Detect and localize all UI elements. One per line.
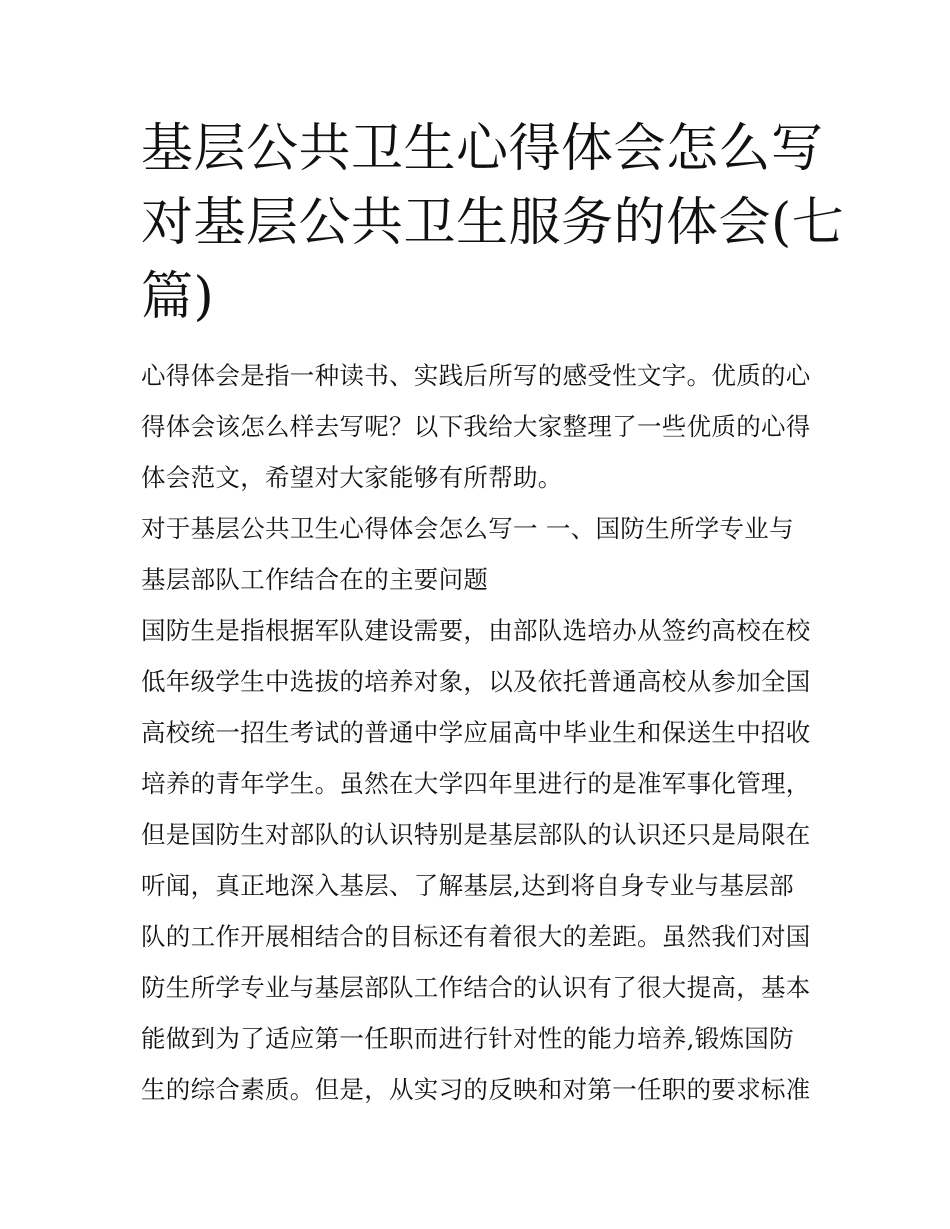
body-line: 得体会该怎么样去写呢？以下我给大家整理了一些优质的心得 <box>141 412 811 441</box>
document-body <box>141 350 811 1115</box>
body-line: 能做到为了适应第一任职而进行针对性的能力培养,锻炼国防 <box>141 1024 794 1053</box>
body-line: 防生所学专业与基层部队工作结合的认识有了很大提高，基本 <box>141 973 811 1002</box>
body-line: 生的综合素质。但是，从实习的反映和对第一任职的要求标准 <box>141 1075 811 1104</box>
title-line: 篇) <box>141 267 215 327</box>
body-line: 培养的青年学生。虽然在大学四年里进行的是准军事化管理， <box>141 769 811 798</box>
title-line: 对基层公共卫生服务的体会(七 <box>141 193 845 253</box>
document-content <box>141 112 845 1115</box>
document-title <box>141 112 845 334</box>
body-line: 国防生是指根据军队建设需要，由部队选培办从签约高校在校 <box>141 616 811 645</box>
body-line: 高校统一招生考试的普通中学应届高中毕业生和保送生中招收 <box>141 718 811 747</box>
body-line: 但是国防生对部队的认识特别是基层部队的认识还只是局限在 <box>141 820 811 849</box>
section-heading-line: 对于基层公共卫生心得体会怎么写一 一、国防生所学专业与 <box>141 514 794 543</box>
title-line: 基层公共卫生心得体会怎么写 <box>141 119 824 179</box>
body-line: 心得体会是指一种读书、实践后所写的感受性文字。优质的心 <box>141 361 811 390</box>
body-line: 体会范文，希望对大家能够有所帮助。 <box>141 463 563 492</box>
body-line: 队的工作开展相结合的目标还有着很大的差距。虽然我们对国 <box>141 922 811 951</box>
section-heading-line: 基层部队工作结合在的主要问题 <box>141 565 489 594</box>
body-line: 低年级学生中选拔的培养对象，以及依托普通高校从参加全国 <box>141 667 811 696</box>
body-line: 听闻，真正地深入基层、了解基层,达到将自身专业与基层部 <box>141 871 794 900</box>
